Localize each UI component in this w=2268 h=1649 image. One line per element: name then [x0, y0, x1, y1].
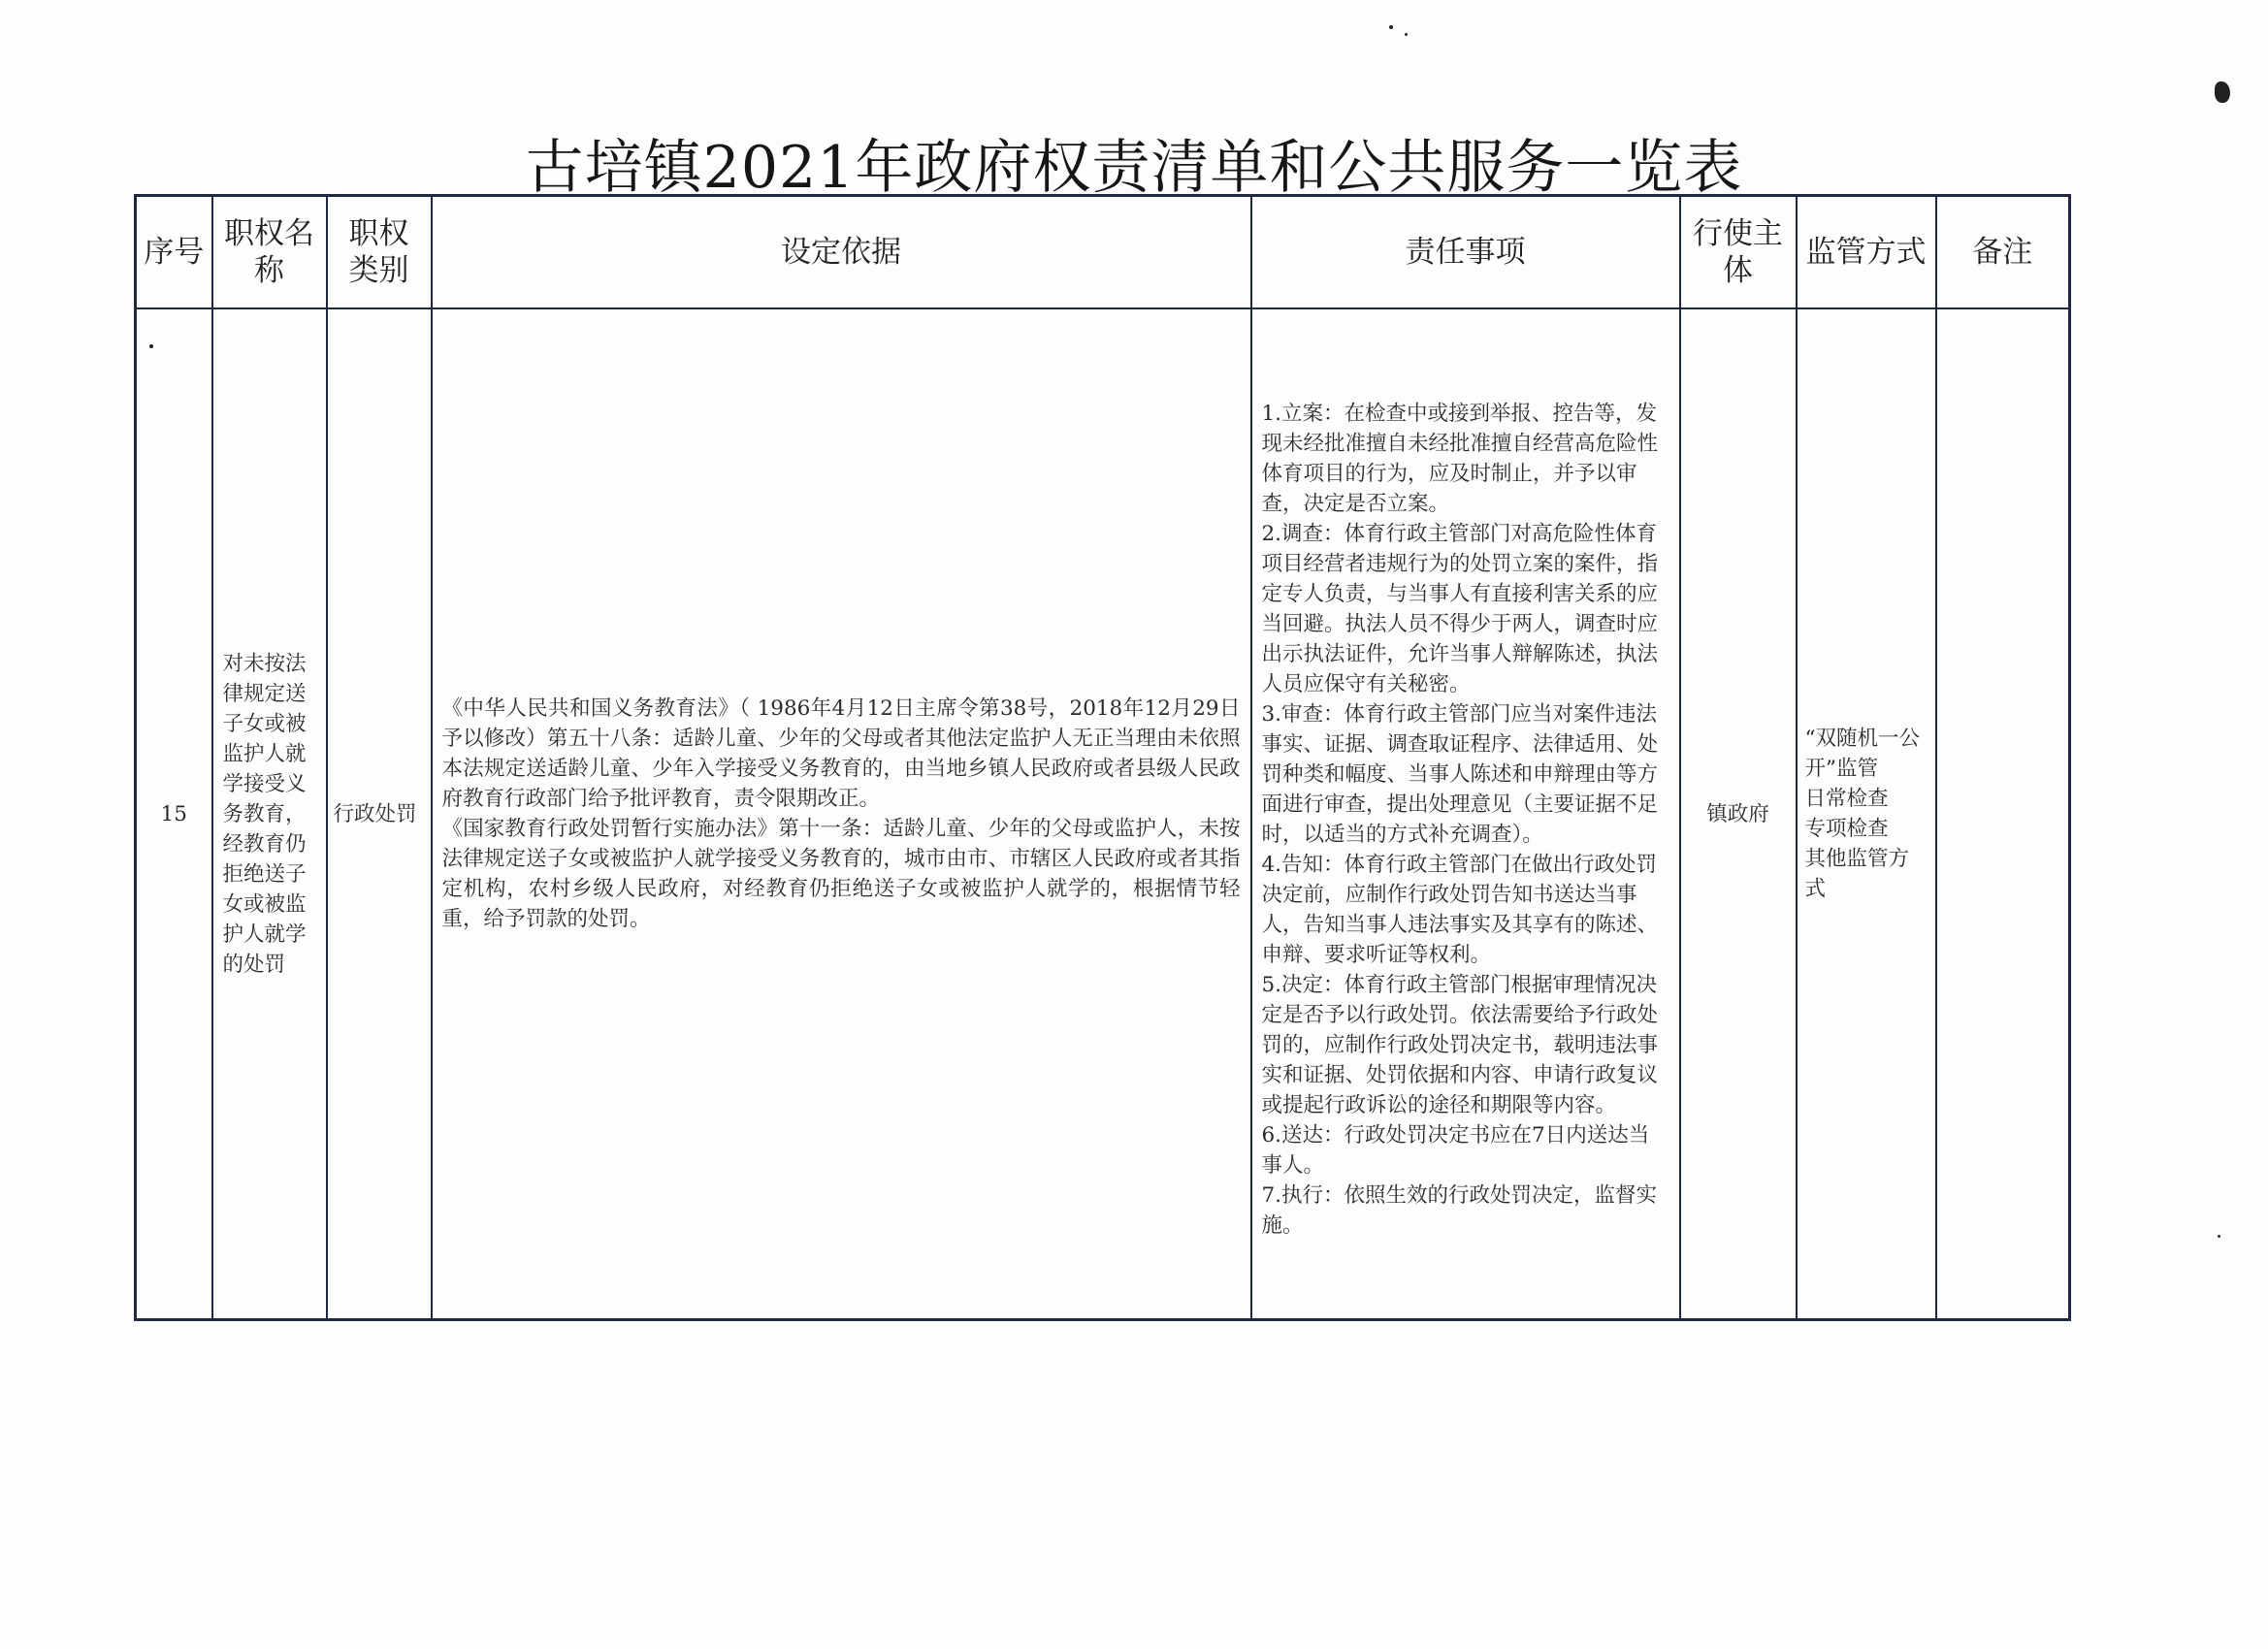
page-title: 古培镇2021年政府权责清单和公共服务一览表 [525, 134, 1743, 202]
basis-paragraph: 《中华人民共和国义务教育法》（ 1986年4月12日主席令第38号，2018年12月29日予以修改）第五十八条：适龄儿童、少年的父母或者其他法定监护人无正当理由未依照本法规定送适龄儿童、少年入学接受义务教育的，由当地乡镇人民政府或者县级人民政府教育行政部门给予批评教育，责令限期改正。 [441, 696, 1241, 811]
duty-item: 4.告知：体育行政主管部门在做出行政处罚决定前，应制作行政处罚告知书送达当事人，告知当事人违法事实及其享有的陈述、申辩、要求听证等权利。 [1261, 853, 1659, 967]
scan-speck [1405, 33, 1408, 36]
header-row [136, 196, 2070, 309]
method-item: 其他监管方式 [1804, 847, 1910, 901]
cell-remark [1936, 308, 2070, 1320]
scan-speck [2215, 81, 2230, 103]
header-subject: 行使主体 [1680, 196, 1797, 309]
cell-subject: 镇政府 [1680, 308, 1797, 1320]
header-basis: 设定依据 [432, 196, 1251, 309]
duty-item: 6.送达：行政处罚决定书应在7日内送达当事人。 [1261, 1123, 1650, 1178]
cell-basis [432, 308, 1251, 1320]
duty-item: 1.立案：在检查中或接到举报、控告等，发现未经批准擅自未经批准擅自经营高危险性体育项目的行为，应及时制止，并予以审查，决定是否立案。 [1261, 402, 1659, 516]
header-power-name: 职权名称 [212, 196, 327, 309]
header-remark: 备注 [1936, 196, 2070, 309]
basis-paragraph: 《国家教育行政处罚暂行实施办法》第十一条：适龄儿童、少年的父母或监护人，未按法律规定送子女或被监护人就学接受义务教育的，城市由市、市辖区人民政府或者其指定机构，农村乡级人民政府，对经教育仍拒绝送子女或被监护人就学的，根据情节轻重，给予罚款的处罚。 [441, 817, 1241, 931]
scan-speck [2218, 1235, 2220, 1238]
scan-speck [149, 344, 153, 348]
cell-method [1797, 308, 1936, 1320]
duty-item: 5.决定：体育行政主管部门根据审理情况决定是否予以行政处罚。依法需要给予行政处罚的，应制作行政处罚决定书，载明违法事实和证据、处罚依据和内容、申请行政复议或提起行政诉讼的途径和期限等内容。 [1261, 973, 1659, 1117]
duty-item: 3.审查：体育行政主管部门应当对案件违法事实、证据、调查取证程序、法律适用、处罚种类和幅度、当事人陈述和申辩理由等方面进行审查，提出处理意见（主要证据不足时，以适当的方式补充调查）。 [1261, 702, 1659, 847]
method-item: “双随机一公开”监管 [1804, 727, 1920, 781]
cell-duties [1251, 308, 1680, 1320]
table-row [136, 308, 2070, 1320]
scan-speck [1389, 25, 1393, 29]
duty-item: 7.执行：依照生效的行政处罚决定，监督实施。 [1261, 1183, 1658, 1238]
cell-power-name: 对未按法律规定送子女或被监护人就学接受义务教育，经教育仍拒绝送子女或被监护人就学的处罚 [212, 308, 327, 1320]
cell-power-type: 行政处罚 [327, 308, 432, 1320]
header-power-type: 职权类别 [327, 196, 432, 309]
power-list-table [134, 194, 2071, 1321]
method-item: 专项检查 [1804, 817, 1889, 841]
method-item: 日常检查 [1804, 787, 1889, 811]
header-method: 监管方式 [1797, 196, 1936, 309]
cell-seq: 15 [136, 308, 212, 1320]
header-duties: 责任事项 [1251, 196, 1680, 309]
duty-item: 2.调查：体育行政主管部门对高危险性体育项目经营者违规行为的处罚立案的案件，指定专人负责，与当事人有直接利害关系的应当回避。执法人员不得少于两人，调查时应出示执法证件，允许当事人辩解陈述，执法人员应保守有关秘密。 [1261, 522, 1659, 696]
header-seq: 序号 [136, 196, 212, 309]
